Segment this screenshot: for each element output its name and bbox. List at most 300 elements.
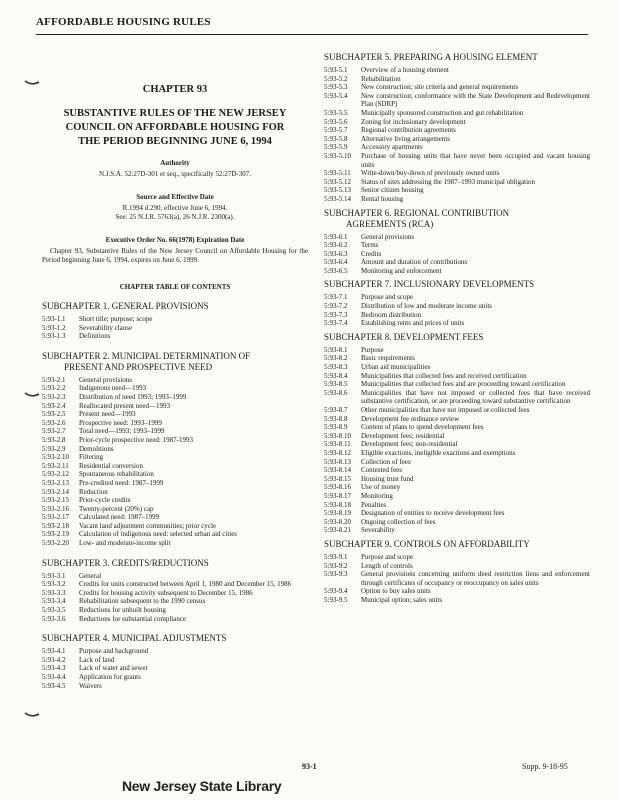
executive-order-heading: Executive Order No. 66(1978) Expiration Date xyxy=(105,236,245,244)
authority-text: N.J.S.A. 52:27D-301 et seq., specifically 52:27D-307. xyxy=(98,170,252,178)
section-number: 5:93-1.2 xyxy=(42,323,66,332)
section-number: 5:93-2.11 xyxy=(42,461,69,470)
section-entry xyxy=(42,384,308,393)
section-title: Basic requirements xyxy=(361,354,415,363)
section-entry xyxy=(324,75,590,84)
section-number: 5:93-5.4 xyxy=(324,91,348,100)
chapter-title xyxy=(42,107,308,149)
section-title: Low- and moderate-income split xyxy=(79,539,171,548)
section-entry xyxy=(324,311,590,320)
section-title: Content of plans to spend development fees xyxy=(361,423,484,432)
margin-punch-mark xyxy=(24,712,40,718)
section-title: Municipally sponsored construction and gut rehabilitation xyxy=(361,108,524,117)
section-title: Eligible exactions, ineligible exactions and exemptions xyxy=(361,448,516,457)
section-entry xyxy=(42,505,308,514)
section-title: Waivers xyxy=(79,681,102,690)
section-title: Development fees; non-residential xyxy=(361,440,458,449)
section-entry xyxy=(42,664,308,673)
subchapter-heading xyxy=(42,351,308,373)
subchapter-block xyxy=(324,208,590,276)
section-title: Development fees; residential xyxy=(361,431,445,440)
section-number: 5:93-5.10 xyxy=(324,151,352,160)
section-list xyxy=(324,553,590,605)
section-number: 5:93-8.20 xyxy=(324,517,352,526)
section-entry xyxy=(324,389,590,406)
section-title: General provisions concerning uniform deed restriction liens and enforcement through certificates of occupancy or reoccupancy on sales units xyxy=(361,570,590,587)
section-number: 5:93-2.1 xyxy=(42,375,66,384)
section-title: Prior-cycle credits xyxy=(79,496,131,505)
section-number: 5:93-2.15 xyxy=(42,496,70,505)
subchapter-heading-line: SUBCHAPTER 8. DEVELOPMENT FEES xyxy=(324,331,484,342)
section-number: 5:93-2.2 xyxy=(42,384,66,393)
section-title: Definitions xyxy=(79,332,111,341)
section-number: 5:93-2.9 xyxy=(42,444,66,453)
left-column xyxy=(42,48,308,690)
chapter-title-line: THE PERIOD BEGINNING JUNE 6, 1994 xyxy=(78,136,272,147)
section-title: Severability clause xyxy=(79,323,133,332)
section-number: 5:93-6.5 xyxy=(324,266,348,275)
section-entry xyxy=(42,597,308,606)
section-title: Distribution of need 1993; 1993–1999 xyxy=(79,392,187,401)
subchapter-heading xyxy=(324,332,590,343)
section-entry xyxy=(324,483,590,492)
section-number: 5:93-5.6 xyxy=(324,117,348,126)
section-title: Penalties xyxy=(361,500,387,509)
section-number: 5:93-7.4 xyxy=(324,319,348,328)
subchapter-block xyxy=(324,332,590,535)
section-number: 5:93-2.17 xyxy=(42,513,70,522)
authority-heading: Authority xyxy=(160,159,190,167)
section-entry xyxy=(324,152,590,169)
section-number: 5:93-2.13 xyxy=(42,478,70,487)
section-list xyxy=(42,315,308,341)
section-title: Rehabilitation xyxy=(361,74,401,83)
section-entry xyxy=(324,302,590,311)
section-entry xyxy=(324,492,590,501)
section-entry xyxy=(42,410,308,419)
section-list xyxy=(42,647,308,690)
section-number: 5:93-6.3 xyxy=(324,249,348,258)
section-entry xyxy=(324,354,590,363)
subchapter-heading-line: SUBCHAPTER 4. MUNICIPAL ADJUSTMENTS xyxy=(42,633,227,644)
section-title: Purpose and scope xyxy=(361,552,414,561)
source-heading: Source and Effective Date xyxy=(136,193,214,201)
section-entry xyxy=(42,530,308,539)
section-entry xyxy=(324,319,590,328)
section-entry xyxy=(324,415,590,424)
section-entry xyxy=(324,135,590,144)
subchapter-block xyxy=(42,351,308,548)
section-number: 5:93-5.5 xyxy=(324,108,348,117)
subchapter-heading xyxy=(324,208,590,230)
section-title: Amount and duration of contributions xyxy=(361,258,468,267)
section-title: Designation of entities to receive development fees xyxy=(361,509,505,518)
section-title: Other municipalities that have not imposed or collected fees xyxy=(361,406,530,414)
section-entry xyxy=(42,580,308,589)
subchapter-block xyxy=(42,301,308,341)
section-entry xyxy=(42,436,308,445)
source-line: R.1994 d.290, effective June 6, 1994. xyxy=(122,204,228,212)
section-number: 5:93-6.2 xyxy=(324,241,348,250)
section-entry xyxy=(324,267,590,276)
section-entry xyxy=(42,589,308,598)
section-number: 5:93-8.10 xyxy=(324,431,352,440)
section-number: 5:93-2.18 xyxy=(42,521,70,530)
section-entry xyxy=(42,673,308,682)
section-entry xyxy=(324,509,590,518)
section-entry xyxy=(324,596,590,605)
subchapter-heading-line: SUBCHAPTER 3. CREDITS/REDUCTIONS xyxy=(42,557,209,568)
section-number: 5:93-1.1 xyxy=(42,315,66,323)
chapter-title-line: SUBSTANTIVE RULES OF THE NEW JERSEY xyxy=(63,108,287,119)
section-title: General xyxy=(79,571,102,580)
section-number: 5:93-6.1 xyxy=(324,232,348,241)
subchapter-heading-line: SUBCHAPTER 5. PREPARING A HOUSING ELEMENT xyxy=(324,52,538,62)
section-title: Establishing rents and prices of units xyxy=(361,319,465,328)
section-title: Distribution of low and moderate income units xyxy=(361,302,493,311)
section-entry xyxy=(42,682,308,691)
section-number: 5:93-4.5 xyxy=(42,681,66,690)
section-entry xyxy=(42,656,308,665)
section-number: 5:93-3.3 xyxy=(42,588,66,597)
section-entry xyxy=(42,496,308,505)
section-title: Urban aid municipalities xyxy=(361,363,431,372)
section-title: New construction; site criteria and general requirements xyxy=(361,83,519,92)
section-title: Development fee ordinance review xyxy=(361,414,460,423)
section-title: New construction; conformance with the State Development and Redevelopment Plan (SDRP) xyxy=(361,91,590,109)
section-entry xyxy=(42,572,308,581)
section-number: 5:93-2.7 xyxy=(42,427,66,436)
section-entry xyxy=(324,186,590,195)
section-number: 5:93-2.5 xyxy=(42,410,66,419)
library-stamp: New Jersey State Library xyxy=(122,778,282,794)
section-number: 5:93-5.1 xyxy=(324,66,348,74)
section-entry xyxy=(42,453,308,462)
section-title: Twenty-percent (20%) cap xyxy=(79,504,154,513)
section-entry xyxy=(324,92,590,109)
subchapter-block xyxy=(324,52,590,204)
section-title: Status of sites addressing the 1987–1993 municipal obligation xyxy=(361,177,536,186)
section-number: 5:93-8.5 xyxy=(324,380,348,389)
section-number: 5:93-8.6 xyxy=(324,388,348,397)
section-entry xyxy=(42,332,308,341)
section-entry xyxy=(324,66,590,75)
chapter-title-line: COUNCIL ON AFFORDABLE HOUSING FOR xyxy=(65,122,285,133)
subchapter-heading xyxy=(324,539,590,550)
subchapter-block xyxy=(42,558,308,624)
section-list xyxy=(324,233,590,276)
section-entry xyxy=(42,522,308,531)
section-title: Monitoring xyxy=(361,491,393,500)
section-title: Overview of a housing element xyxy=(361,66,449,74)
section-number: 5:93-8.8 xyxy=(324,414,348,423)
section-entry xyxy=(324,178,590,187)
section-number: 5:93-5.12 xyxy=(324,177,352,186)
section-title: General provisions xyxy=(79,375,133,384)
section-entry xyxy=(42,539,308,548)
section-entry xyxy=(42,470,308,479)
section-number: 5:93-4.2 xyxy=(42,655,66,664)
section-entry xyxy=(324,449,590,458)
section-title: Purchase of housing units that have never been occupied and vacant housing units xyxy=(361,151,590,169)
section-number: 5:93-4.3 xyxy=(42,664,66,673)
section-title: Purpose xyxy=(361,345,384,354)
section-entry xyxy=(324,346,590,355)
section-title: Indigenous need—1993 xyxy=(79,384,147,393)
section-entry xyxy=(42,427,308,436)
section-title: Municipalities that collected fees and received certification xyxy=(361,371,527,380)
section-number: 5:93-5.7 xyxy=(324,126,348,135)
section-entry xyxy=(324,526,590,535)
section-title: Credits for units constructed between April 1, 1980 and December 15, 1986 xyxy=(79,580,292,589)
section-title: Write-down/buy-down of previously owned units xyxy=(361,169,500,178)
section-number: 5:93-8.16 xyxy=(324,483,352,492)
section-entry xyxy=(324,587,590,596)
section-entry xyxy=(324,241,590,250)
section-title: Calculated need: 1987–1999 xyxy=(79,513,160,522)
section-title: Present need—1993 xyxy=(79,410,136,419)
section-entry xyxy=(324,233,590,242)
section-number: 5:93-8.18 xyxy=(324,500,352,509)
subchapter-heading xyxy=(324,52,590,63)
section-entry xyxy=(324,553,590,562)
section-title: Accessory apartments xyxy=(361,143,423,152)
subchapter-heading-line: SUBCHAPTER 6. REGIONAL CONTRIBUTION xyxy=(324,207,510,218)
section-number: 5:93-3.4 xyxy=(42,597,66,606)
section-entry xyxy=(324,475,590,484)
section-entry xyxy=(42,376,308,385)
section-entry xyxy=(324,570,590,587)
section-entry xyxy=(324,380,590,389)
section-number: 5:93-5.11 xyxy=(324,169,351,178)
section-number: 5:93-5.14 xyxy=(324,194,352,203)
section-number: 5:93-8.7 xyxy=(324,406,348,414)
section-entry xyxy=(324,406,590,415)
section-number: 5:93-2.6 xyxy=(42,418,66,427)
section-title: Length of controls xyxy=(361,561,413,570)
section-number: 5:93-8.14 xyxy=(324,466,352,475)
section-title: Credits for housing activity subsequent to December 15, 1986 xyxy=(79,588,253,597)
section-entry xyxy=(324,258,590,267)
section-list xyxy=(324,66,590,204)
section-entry xyxy=(324,118,590,127)
section-entry xyxy=(324,126,590,135)
section-title: Senior citizen housing xyxy=(361,186,424,195)
section-entry xyxy=(324,518,590,527)
running-head: AFFORDABLE HOUSING RULES xyxy=(36,16,211,28)
section-title: Pre-credited need: 1987–1999 xyxy=(79,478,164,487)
toc-right-list xyxy=(324,52,590,604)
section-number: 5:93-8.21 xyxy=(324,526,352,535)
section-title: Zoning for inclusionary development xyxy=(361,117,466,126)
section-title: Regional contribution agreements xyxy=(361,126,456,135)
subchapter-heading xyxy=(42,558,308,569)
section-entry xyxy=(42,419,308,428)
section-list xyxy=(324,293,590,327)
section-title: Spontaneous rehabilitation xyxy=(79,470,154,479)
section-title: Purpose and background xyxy=(79,647,149,656)
section-title: Terms xyxy=(361,241,379,250)
section-title: General provisions xyxy=(361,232,415,241)
section-entry xyxy=(324,83,590,92)
section-number: 5:93-5.8 xyxy=(324,134,348,143)
section-number: 5:93-5.2 xyxy=(324,74,348,83)
section-entry xyxy=(42,479,308,488)
section-title: Short title; purpose; scope xyxy=(79,315,153,323)
section-title: Municipal option; sales units xyxy=(361,595,443,604)
section-number: 5:93-8.2 xyxy=(324,354,348,363)
section-list xyxy=(42,572,308,624)
section-number: 5:93-2.4 xyxy=(42,401,66,410)
section-title: Prior-cycle prospective need: 1987-1993 xyxy=(79,435,193,444)
subchapter-heading-line: SUBCHAPTER 7. INCLUSIONARY DEVELOPMENTS xyxy=(324,279,535,290)
section-entry xyxy=(324,143,590,152)
subchapter-heading xyxy=(42,301,308,312)
section-entry xyxy=(324,293,590,302)
section-number: 5:93-7.1 xyxy=(324,293,348,302)
section-list xyxy=(42,376,308,548)
section-number: 5:93-9.4 xyxy=(324,587,348,596)
section-number: 5:93-8.19 xyxy=(324,509,352,518)
margin-punch-mark xyxy=(24,392,40,398)
subchapter-block xyxy=(324,279,590,327)
section-number: 5:93-3.6 xyxy=(42,614,66,623)
section-entry xyxy=(42,615,308,624)
section-entry xyxy=(42,445,308,454)
section-number: 5:93-2.20 xyxy=(42,539,70,548)
section-title: Collection of fees xyxy=(361,457,411,466)
section-number: 5:93-8.3 xyxy=(324,363,348,372)
section-title: Prospective need: 1993–1999 xyxy=(79,418,162,427)
section-number: 5:93-1.3 xyxy=(42,332,66,341)
subchapter-heading-line: SUBCHAPTER 9. CONTROLS ON AFFORDABILITY xyxy=(324,538,530,549)
section-entry xyxy=(42,647,308,656)
section-entry xyxy=(324,432,590,441)
section-title: Calculation of indigenous need: selected urban aid cities xyxy=(79,530,238,539)
section-title: Contested fees xyxy=(361,466,403,475)
section-title: Housing trust fund xyxy=(361,474,414,483)
subchapter-block xyxy=(42,633,308,690)
section-number: 5:93-2.19 xyxy=(42,530,70,539)
margin-punch-mark xyxy=(24,80,40,86)
section-list xyxy=(324,346,590,535)
section-title: Lack of land xyxy=(79,655,115,664)
section-entry xyxy=(42,513,308,522)
section-entry xyxy=(42,402,308,411)
chapter-number: CHAPTER 93 xyxy=(142,84,208,95)
section-number: 5:93-2.10 xyxy=(42,453,70,462)
subchapter-heading-line: AGREEMENTS (RCA) xyxy=(346,218,434,229)
section-number: 5:93-8.4 xyxy=(324,371,348,380)
section-title: Use of money xyxy=(361,483,401,492)
section-title: Demolitions xyxy=(79,444,114,453)
section-entry xyxy=(324,423,590,432)
subchapter-heading-line: PRESENT AND PROSPECTIVE NEED xyxy=(64,361,213,372)
section-title: Vacant land adjustment communities; prior cycle xyxy=(79,521,217,530)
section-number: 5:93-9.2 xyxy=(324,561,348,570)
section-entry xyxy=(324,195,590,204)
section-number: 5:93-2.16 xyxy=(42,504,70,513)
subchapter-heading xyxy=(324,279,590,290)
subchapter-block xyxy=(324,539,590,605)
subchapter-heading-line: SUBCHAPTER 2. MUNICIPAL DETERMINATION OF xyxy=(42,350,251,361)
supplement-date: Supp. 9-18-95 xyxy=(522,762,568,771)
section-title: Municipalities that have not imposed or collected fees that have received substantive certification, or are proceeding toward substantive certification xyxy=(361,388,590,406)
page-number: 93-1 xyxy=(302,762,317,771)
section-title: Ongoing collection of fees xyxy=(361,517,436,526)
section-entry xyxy=(324,466,590,475)
section-number: 5:93-9.3 xyxy=(324,570,348,579)
section-entry xyxy=(324,501,590,510)
section-title: Reduction xyxy=(79,487,108,496)
right-column xyxy=(324,48,590,604)
section-title: Rehabilitation subsequent to the 1990 census xyxy=(79,597,206,606)
source-line: See: 25 N.J.R. 5763(a), 26 N.J.R. 2300(a). xyxy=(115,213,235,221)
section-title: Lack of water and sewer xyxy=(79,664,148,673)
section-title: Severability xyxy=(361,526,395,535)
section-number: 5:93-4.1 xyxy=(42,647,66,656)
section-entry xyxy=(324,458,590,467)
section-title: Reallocated present need—1993 xyxy=(79,401,170,410)
section-entry xyxy=(42,488,308,497)
section-entry xyxy=(42,606,308,615)
section-title: Monitoring and enforcement xyxy=(361,266,442,275)
section-number: 5:93-8.13 xyxy=(324,457,352,466)
section-number: 5:93-9.5 xyxy=(324,595,348,604)
executive-order-text: Chapter 93, Substantive Rules of the New Jersey Council on Affordable Housing for the Period beginning June 6, 1994, expires on June 6, 1999. xyxy=(42,247,308,264)
section-number: 5:93-3.5 xyxy=(42,606,66,615)
section-title: Total need—1993; 1993–1999 xyxy=(79,427,165,436)
section-number: 5:93-8.12 xyxy=(324,448,352,457)
section-entry xyxy=(324,169,590,178)
section-entry xyxy=(324,372,590,381)
section-entry xyxy=(42,462,308,471)
section-entry xyxy=(42,315,308,324)
section-number: 5:93-3.2 xyxy=(42,580,66,589)
section-number: 5:93-8.9 xyxy=(324,423,348,432)
section-number: 5:93-8.11 xyxy=(324,440,351,449)
section-number: 5:93-5.13 xyxy=(324,186,352,195)
section-title: Option to buy sales units xyxy=(361,587,431,596)
subchapter-heading xyxy=(42,633,308,644)
toc-left-list xyxy=(42,301,308,690)
section-title: Residential conversion xyxy=(79,461,143,470)
section-number: 5:93-2.14 xyxy=(42,487,70,496)
section-number: 5:93-3.1 xyxy=(42,571,66,580)
section-title: Filtering xyxy=(79,453,104,462)
section-title: Reductions for unbuilt housing xyxy=(79,606,166,615)
section-number: 5:93-5.9 xyxy=(324,143,348,152)
section-number: 5:93-8.17 xyxy=(324,491,352,500)
section-number: 5:93-4.4 xyxy=(42,673,66,681)
section-number: 5:93-8.15 xyxy=(324,474,352,483)
section-number: 5:93-7.3 xyxy=(324,310,348,319)
section-entry xyxy=(324,562,590,571)
section-title: Reductions for substantial compliance xyxy=(79,614,187,623)
section-entry xyxy=(324,363,590,372)
subchapter-heading-line: SUBCHAPTER 1. GENERAL PROVISIONS xyxy=(42,301,209,311)
section-number: 5:93-2.12 xyxy=(42,470,70,479)
section-number: 5:93-9.1 xyxy=(324,552,348,561)
section-entry xyxy=(324,440,590,449)
section-number: 5:93-2.3 xyxy=(42,392,66,401)
section-entry xyxy=(42,324,308,333)
header-rule xyxy=(36,34,588,35)
section-number: 5:93-6.4 xyxy=(324,258,348,267)
section-title: Bedroom distribution xyxy=(361,310,422,319)
toc-heading: CHAPTER TABLE OF CONTENTS xyxy=(119,283,231,291)
section-entry xyxy=(42,393,308,402)
